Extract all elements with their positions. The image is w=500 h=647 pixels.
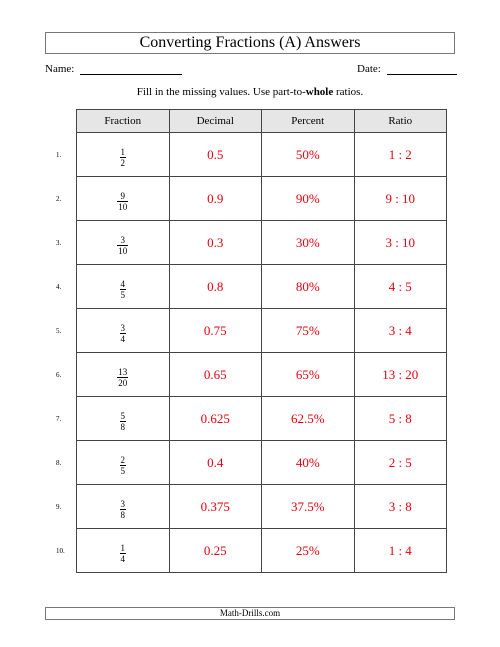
date-field — [357, 63, 457, 75]
decimal-answer: 0.75 — [169, 309, 262, 353]
table-row — [77, 309, 447, 353]
ratio-answer: 4 : 5 — [354, 265, 447, 309]
table-row — [77, 133, 447, 177]
table-row — [77, 177, 447, 221]
fraction — [117, 191, 128, 212]
percent-answer: 40% — [262, 441, 355, 485]
fraction-numerator: 1 — [120, 146, 125, 157]
ratio-answer: 1 : 2 — [354, 133, 447, 177]
instructions-text: Fill in the missing values. Use part-to- — [136, 86, 306, 98]
fraction-numerator: 3 — [120, 322, 125, 333]
fraction-numerator: 2 — [120, 454, 125, 465]
table-row — [77, 441, 447, 485]
ratio-answer: 13 : 20 — [354, 353, 447, 397]
ratio-answer: 1 : 4 — [354, 529, 447, 573]
footer: Math-Drills.com — [45, 607, 455, 620]
decimal-answer: 0.25 — [169, 529, 262, 573]
percent-answer: 75% — [262, 309, 355, 353]
ratio-answer: 3 : 4 — [354, 309, 447, 353]
question-number: 10. — [56, 546, 65, 555]
fraction-denominator: 4 — [120, 553, 125, 564]
fraction-cell — [77, 441, 170, 485]
ratio-answer: 3 : 10 — [354, 221, 447, 265]
fraction-numerator: 5 — [120, 410, 125, 421]
header-decimal: Decimal — [169, 110, 262, 133]
fraction — [120, 279, 127, 300]
question-number: 2. — [56, 194, 62, 203]
fraction-denominator: 5 — [120, 465, 125, 476]
decimal-answer: 0.65 — [169, 353, 262, 397]
ratio-answer: 3 : 8 — [354, 485, 447, 529]
instructions — [0, 86, 500, 98]
fraction-numerator: 9 — [120, 190, 125, 201]
fraction-cell — [77, 309, 170, 353]
name-label: Name: — [45, 63, 75, 75]
table-row — [77, 265, 447, 309]
question-number: 1. — [56, 150, 62, 159]
fraction-cell — [77, 177, 170, 221]
name-field — [45, 63, 182, 75]
fraction-numerator: 4 — [120, 278, 125, 289]
date-label: Date: — [357, 63, 381, 75]
ratio-answer: 5 : 8 — [354, 397, 447, 441]
ratio-answer: 9 : 10 — [354, 177, 447, 221]
percent-answer: 62.5% — [262, 397, 355, 441]
decimal-answer: 0.3 — [169, 221, 262, 265]
decimal-answer: 0.8 — [169, 265, 262, 309]
date-blank-line — [387, 63, 457, 75]
fraction — [120, 411, 127, 432]
question-number: 6. — [56, 370, 62, 379]
table-header-row — [77, 110, 447, 133]
fraction-cell — [77, 397, 170, 441]
question-number: 7. — [56, 414, 62, 423]
fraction-denominator: 10 — [118, 245, 128, 256]
fraction — [120, 455, 127, 476]
name-blank-line — [80, 63, 182, 75]
fraction-denominator: 8 — [120, 421, 125, 432]
fraction — [120, 543, 127, 564]
table-row — [77, 353, 447, 397]
fraction-cell — [77, 485, 170, 529]
instructions-text-end: ratios. — [333, 86, 364, 98]
fraction-cell — [77, 353, 170, 397]
table-row — [77, 529, 447, 573]
ratio-answer: 2 : 5 — [354, 441, 447, 485]
question-number: 8. — [56, 458, 62, 467]
fraction — [117, 235, 128, 256]
question-number: 5. — [56, 326, 62, 335]
table-row — [77, 485, 447, 529]
table-row — [77, 397, 447, 441]
question-number: 4. — [56, 282, 62, 291]
fraction-denominator: 5 — [120, 289, 125, 300]
fraction-cell — [77, 529, 170, 573]
header-fraction: Fraction — [77, 110, 170, 133]
percent-answer: 65% — [262, 353, 355, 397]
fraction-numerator: 3 — [120, 498, 125, 509]
decimal-answer: 0.375 — [169, 485, 262, 529]
percent-answer: 80% — [262, 265, 355, 309]
percent-answer: 25% — [262, 529, 355, 573]
fraction-numerator: 3 — [120, 234, 125, 245]
header-ratio: Ratio — [354, 110, 447, 133]
fraction — [120, 147, 127, 168]
percent-answer: 90% — [262, 177, 355, 221]
fraction-denominator: 10 — [118, 201, 128, 212]
percent-answer: 50% — [262, 133, 355, 177]
fraction-cell — [77, 133, 170, 177]
percent-answer: 37.5% — [262, 485, 355, 529]
worksheet-title: Converting Fractions (A) Answers — [45, 32, 455, 54]
answer-table — [76, 109, 447, 573]
table-row — [77, 221, 447, 265]
fraction-denominator: 20 — [118, 377, 128, 388]
decimal-answer: 0.4 — [169, 441, 262, 485]
fraction-cell — [77, 221, 170, 265]
fraction — [120, 323, 127, 344]
header-percent: Percent — [262, 110, 355, 133]
question-number: 3. — [56, 238, 62, 247]
percent-answer: 30% — [262, 221, 355, 265]
decimal-answer: 0.5 — [169, 133, 262, 177]
instructions-bold: whole — [305, 86, 334, 98]
fraction-denominator: 8 — [120, 509, 125, 520]
fraction — [120, 499, 127, 520]
fraction — [117, 367, 128, 388]
fraction-denominator: 2 — [120, 157, 125, 168]
fraction-cell — [77, 265, 170, 309]
decimal-answer: 0.625 — [169, 397, 262, 441]
decimal-answer: 0.9 — [169, 177, 262, 221]
question-number: 9. — [56, 502, 62, 511]
fraction-numerator: 1 — [120, 542, 125, 553]
fraction-numerator: 13 — [118, 366, 128, 377]
fraction-denominator: 4 — [120, 333, 125, 344]
